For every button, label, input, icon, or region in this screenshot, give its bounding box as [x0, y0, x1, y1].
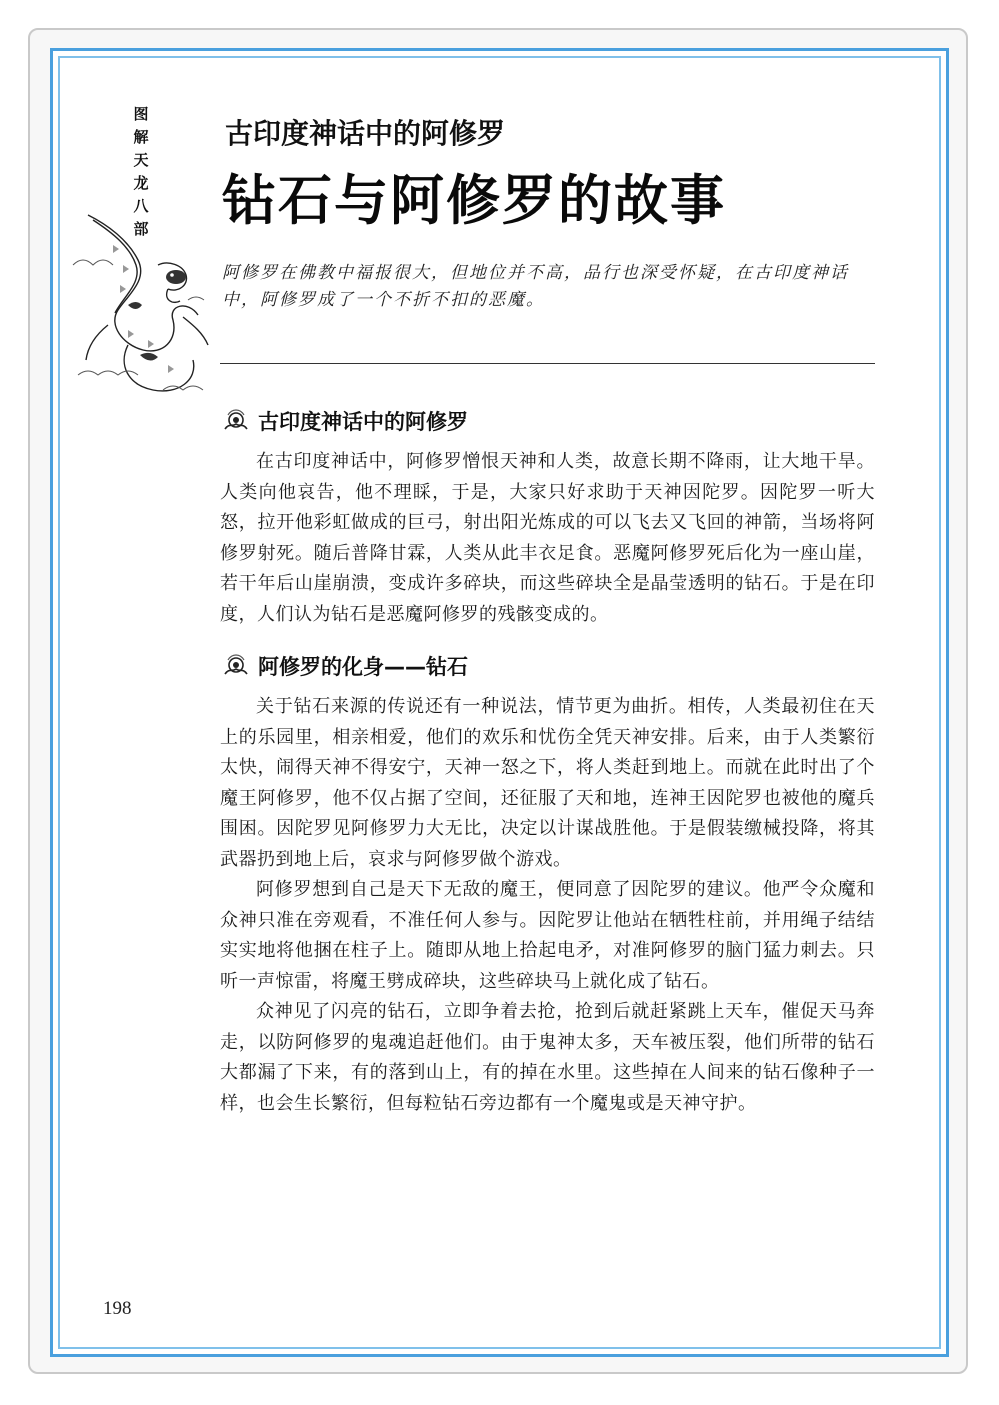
body-paragraph: 阿修罗想到自己是天下无敌的魔王，便同意了因陀罗的建议。他严令众魔和众神只准在旁观看，不准任何人参与。因陀罗让他站在牺牲柱前，并用绳子结结实实地将他捆在柱子上。随即从地上拾起电矛，对准阿修罗的脑门猛力刺去。只听一声惊雷，将魔王劈成碎块，这些碎块马上就化成了钻石。	[220, 879, 875, 992]
body-paragraph: 众神见了闪亮的钻石，立即争着去抢，抢到后就赶紧跳上天车，催促天马奔走，以防阿修罗的鬼魂追赶他们。由于鬼神太多，天车被压裂，他们所带的钻石大都漏了下来，有的落到山上，有的掉在水里。这些掉在人间来的钻石像种子一样，也会生长繁衍，但每粒钻石旁边都有一个魔鬼或是天神守护。	[220, 1001, 875, 1114]
page-subtitle: 古印度神话中的阿修罗	[225, 117, 506, 150]
lotus-ornament-icon	[222, 407, 250, 435]
section-heading-text: 古印度神话中的阿修罗	[258, 410, 468, 434]
section-heading-text: 阿修罗的化身——钻石	[258, 655, 468, 679]
page-number: 198	[103, 1298, 132, 1319]
section-body-1	[220, 447, 875, 630]
side-label-char: 部	[133, 220, 149, 238]
side-label-char: 图	[133, 105, 149, 123]
intro-paragraph: 阿修罗在佛教中福报很大，但地位并不高，品行也深受怀疑，在古印度神话中，阿修罗成了一个不折不扣的恶魔。	[222, 263, 849, 310]
page-title: 钻石与阿修罗的故事	[222, 168, 726, 232]
side-label-char: 八	[133, 197, 149, 215]
side-label-char: 解	[133, 128, 149, 146]
lotus-ornament-icon	[222, 652, 250, 680]
section-heading-2	[222, 651, 468, 681]
body-paragraph: 在古印度神话中，阿修罗憎恨天神和人类，故意长期不降雨，让大地干旱。人类向他哀告，他不理睬，于是，大家只好求助于天神因陀罗。因陀罗一听大怒，拉开他彩虹做成的巨弓，射出阳光炼成的可以飞去又飞回的神箭，当场将阿修罗射死。随后普降甘霖，人类从此丰衣足食。恶魔阿修罗死后化为一座山崖，若干年后山崖崩溃，变成许多碎块，而这些碎块全是晶莹透明的钻石。于是在印度，人们认为钻石是恶魔阿修罗的残骸变成的。	[220, 451, 875, 625]
side-label-char: 天	[133, 151, 149, 169]
section-body-2	[220, 692, 875, 1119]
dragon-illustration-icon	[68, 205, 218, 410]
body-paragraph: 关于钻石来源的传说还有一种说法，情节更为曲折。相传，人类最初住在天上的乐园里，相亲相爱，他们的欢乐和忧伤全凭天神安排。后来，由于人类繁衍太快，闹得天神不得安宁，天神一怒之下，将人类赶到地上。而就在此时出了个魔王阿修罗，他不仅占据了空间，还征服了天和地，连神王因陀罗也被他的魔兵围困。因陀罗见阿修罗力大无比，决定以计谋战胜他。于是假装缴械投降，将其武器扔到地上后，哀求与阿修罗做个游戏。	[220, 696, 875, 870]
divider-rule	[220, 363, 875, 364]
side-label-char: 龙	[133, 174, 149, 192]
section-heading-1	[222, 406, 468, 436]
